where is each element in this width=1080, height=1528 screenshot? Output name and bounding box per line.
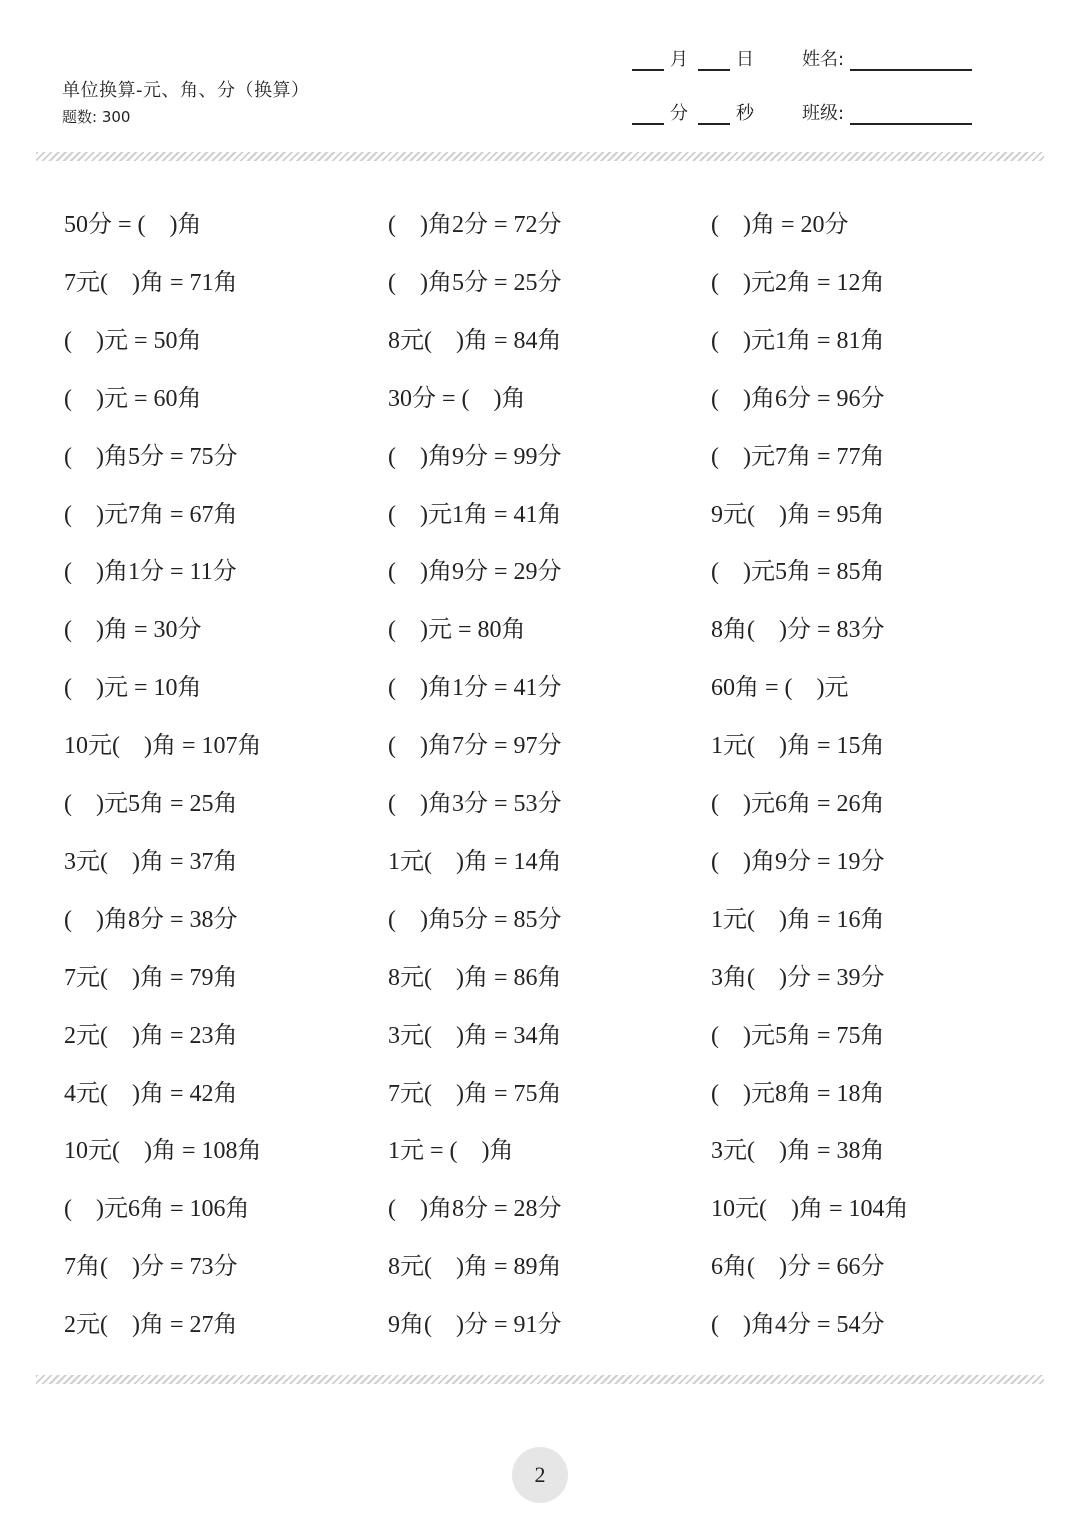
problem-item: ( )元5角 = 25角	[64, 791, 238, 817]
page-number	[512, 1447, 568, 1503]
problem-item: ( )角8分 = 38分	[64, 906, 238, 933]
problem-item: 10元( )角 = 108角	[64, 1138, 262, 1165]
problem-item: 7元( )角 = 75角	[388, 1080, 562, 1107]
problem-item: ( )元 = 50角	[64, 327, 202, 354]
problem-item: 8元( )角 = 89角	[388, 1254, 562, 1281]
problem-item: ( )元 = 10角	[64, 675, 202, 702]
problem-item: ( )角9分 = 99分	[388, 443, 562, 470]
problem-item: 1元( )角 = 14角	[388, 848, 562, 875]
problem-item: 1元 = ( )角	[388, 1138, 514, 1165]
date-fields	[632, 45, 754, 71]
problem-count: 题数: 300	[62, 108, 131, 126]
page-number-text: 2	[534, 1462, 546, 1487]
problem-item: 3元( )角 = 37角	[64, 848, 238, 875]
problem-item: 8角( )分 = 83分	[711, 617, 885, 644]
problem-item: ( )角9分 = 29分	[388, 559, 562, 586]
minute-blank[interactable]	[632, 105, 664, 125]
problem-item: ( )角1分 = 11分	[64, 559, 237, 586]
problem-item: ( )元1角 = 81角	[711, 327, 885, 354]
problem-item: ( )元5角 = 75角	[711, 1022, 885, 1049]
problem-item: 3角( )分 = 39分	[711, 964, 885, 991]
problem-item: 3元( )角 = 34角	[388, 1022, 562, 1049]
problem-item: 9元( )角 = 95角	[711, 501, 885, 528]
problem-item: ( )角6分 = 96分	[711, 385, 885, 412]
problem-item: ( )角1分 = 41分	[388, 675, 562, 702]
problem-item: 6角( )分 = 66分	[711, 1254, 885, 1281]
problem-item: 30分 = ( )角	[388, 385, 526, 412]
problem-item: ( )角3分 = 53分	[388, 791, 562, 817]
problem-item: 50分 = ( )角	[64, 212, 202, 238]
problem-item: ( )元6角 = 26角	[711, 791, 885, 817]
problem-item: 60角 = ( )元	[711, 675, 849, 702]
top-divider	[36, 152, 1044, 161]
class-field	[802, 99, 972, 125]
time-fields	[632, 99, 754, 125]
problem-item: ( )角5分 = 75分	[64, 443, 238, 470]
problem-item: 1元( )角 = 16角	[711, 906, 885, 933]
problem-item: ( )角7分 = 97分	[388, 733, 562, 760]
problem-item: ( )元1角 = 41角	[388, 501, 562, 528]
month-blank[interactable]	[632, 51, 664, 71]
problem-item: ( )元7角 = 67角	[64, 501, 238, 528]
problem-item: ( )角5分 = 25分	[388, 269, 562, 296]
problem-item: ( )元 = 80角	[388, 617, 526, 644]
problem-item: 1元( )角 = 15角	[711, 733, 885, 760]
problem-item: ( )角9分 = 19分	[711, 848, 885, 875]
problem-item: 4元( )角 = 42角	[64, 1080, 238, 1107]
day-blank[interactable]	[698, 51, 730, 71]
problem-item: 8元( )角 = 84角	[388, 327, 562, 354]
problem-item: ( )角 = 20分	[711, 212, 849, 238]
problem-item: 10元( )角 = 107角	[64, 733, 262, 760]
bottom-divider	[36, 1375, 1044, 1384]
second-blank[interactable]	[698, 105, 730, 125]
worksheet-title: 单位换算-元、角、分（换算）	[62, 80, 310, 101]
problem-item: ( )元7角 = 77角	[711, 443, 885, 470]
problem-item: ( )角2分 = 72分	[388, 212, 562, 238]
second-label: 秒	[736, 103, 754, 124]
problem-item: 2元( )角 = 23角	[64, 1022, 238, 1049]
name-field	[802, 45, 972, 71]
problem-item: 7元( )角 = 79角	[64, 964, 238, 991]
class-label: 班级:	[802, 103, 845, 124]
name-label: 姓名:	[802, 49, 845, 70]
problem-item: ( )元6角 = 106角	[64, 1196, 250, 1223]
problem-item: 7角( )分 = 73分	[64, 1254, 238, 1281]
class-blank[interactable]	[850, 105, 972, 125]
problem-item: 9角( )分 = 91分	[388, 1312, 562, 1339]
day-label: 日	[736, 49, 754, 70]
problem-item: ( )角 = 30分	[64, 617, 202, 644]
problem-item: ( )角8分 = 28分	[388, 1196, 562, 1223]
minute-label: 分	[670, 103, 688, 124]
problem-item: 3元( )角 = 38角	[711, 1138, 885, 1165]
month-label: 月	[670, 49, 688, 70]
problem-item: ( )元5角 = 85角	[711, 559, 885, 586]
problem-item: ( )元8角 = 18角	[711, 1080, 885, 1107]
problem-item: ( )角4分 = 54分	[711, 1312, 885, 1339]
problem-item: 7元( )角 = 71角	[64, 269, 238, 296]
problem-item: 2元( )角 = 27角	[64, 1312, 238, 1339]
problem-item: ( )角5分 = 85分	[388, 906, 562, 933]
problem-item: ( )元2角 = 12角	[711, 269, 885, 296]
problem-item: 8元( )角 = 86角	[388, 964, 562, 991]
problem-item: ( )元 = 60角	[64, 385, 202, 412]
problem-item: 10元( )角 = 104角	[711, 1196, 909, 1223]
name-blank[interactable]	[850, 51, 972, 71]
